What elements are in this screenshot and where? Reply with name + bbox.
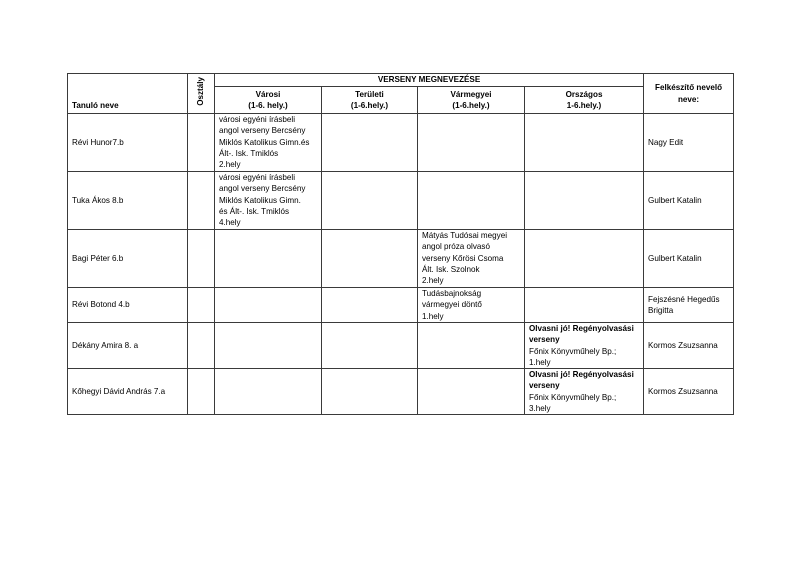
national-result-cell — [525, 114, 644, 172]
city-result-cell — [215, 114, 322, 172]
level-header-name: Városi — [255, 89, 281, 99]
level-header-national — [525, 87, 644, 114]
cell-text-line: Ált. Isk. Szolnok — [422, 264, 480, 274]
cell-text-line: Olvasni jó! Regényolvasási — [529, 324, 634, 333]
cell-text-line: 1.hely — [422, 311, 444, 321]
regional-result-cell — [322, 369, 418, 415]
regional-result-cell — [322, 288, 418, 323]
cell-text-line: vármegyei döntő — [422, 300, 482, 310]
class-cell — [188, 230, 215, 288]
cell-text-line: Miklós Katolikus Gimn. — [219, 195, 301, 205]
cell-text-line: Főnix Könyvműhely Bp.; — [529, 392, 617, 402]
cell-text-line: verseny Kőrösi Csoma — [422, 253, 504, 263]
cell-text-line: 1.hely — [529, 357, 551, 367]
county-result-cell — [418, 172, 525, 230]
national-result-cell — [525, 369, 644, 415]
national-result-cell — [525, 323, 644, 369]
teacher-name-cell: Nagy Edit — [644, 114, 734, 172]
county-result-cell — [418, 369, 525, 415]
table-row — [68, 114, 734, 172]
student-name-cell: Bagi Péter 6.b — [68, 230, 188, 288]
level-header-range: (1-6.hely.) — [350, 101, 389, 110]
cell-text-line: 2.hely — [422, 276, 444, 286]
city-result-cell — [215, 369, 322, 415]
cell-text-line: 2.hely — [219, 160, 241, 170]
table-row — [68, 369, 734, 415]
level-header-name: Területi — [355, 89, 384, 99]
regional-result-cell — [322, 230, 418, 288]
student-name-cell: Dékány Amira 8. a — [68, 323, 188, 369]
level-header-name: Országos — [565, 89, 603, 99]
regional-result-cell — [322, 114, 418, 172]
class-cell — [188, 114, 215, 172]
teacher-name-cell: Kormos Zsuzsanna — [644, 369, 734, 415]
level-header-range: (1-6.hely.) — [452, 101, 490, 110]
level-header-city — [215, 87, 322, 114]
cell-text-line: angol próza olvasó — [422, 242, 490, 252]
table-row — [68, 230, 734, 288]
cell-text-line: verseny — [529, 381, 560, 391]
table-row — [68, 323, 734, 369]
cell-text-line: Tudásbajnokság — [422, 289, 482, 298]
cell-text-line: angol verseny Bercsény — [219, 184, 306, 194]
table-row — [68, 288, 734, 323]
county-result-cell — [418, 288, 525, 323]
city-result-cell — [215, 172, 322, 230]
regional-result-cell — [322, 323, 418, 369]
student-name-cell: Révi Hunor7.b — [68, 114, 188, 172]
cell-text-line: angol verseny Bercsény — [219, 126, 306, 136]
cell-text-line: városi egyéni írásbeli — [219, 115, 296, 124]
cell-text-line: 3.hely — [529, 404, 551, 414]
city-result-cell — [215, 230, 322, 288]
class-cell — [188, 288, 215, 323]
cell-text-line: Mátyás Tudósai megyei — [422, 231, 508, 240]
class-cell — [188, 369, 215, 415]
regional-result-cell — [322, 172, 418, 230]
level-header-regional — [322, 87, 418, 114]
city-result-cell — [215, 288, 322, 323]
county-result-cell — [418, 230, 525, 288]
student-name-header: Tanuló neve — [68, 74, 188, 114]
class-header — [188, 74, 215, 114]
class-cell — [188, 172, 215, 230]
level-header-range: (1-6. hely.) — [248, 101, 288, 110]
level-header-county — [418, 87, 525, 114]
competition-results-table — [67, 73, 734, 415]
class-cell — [188, 323, 215, 369]
national-result-cell — [525, 288, 644, 323]
cell-text-line: városi egyéni írásbeli — [219, 173, 296, 182]
cell-text-line: Miklós Katolikus Gimn.és — [219, 137, 310, 147]
teacher-name-cell: Gulbert Katalin — [644, 172, 734, 230]
cell-text-line: Főnix Könyvműhely Bp.; — [529, 346, 617, 356]
national-result-cell — [525, 172, 644, 230]
county-result-cell — [418, 114, 525, 172]
teacher-name-cell: Kormos Zsuzsanna — [644, 323, 734, 369]
cell-text-line: verseny — [529, 335, 560, 345]
county-result-cell — [418, 323, 525, 369]
cell-text-line: 4.hely — [219, 218, 241, 228]
teacher-name-cell: Gulbert Katalin — [644, 230, 734, 288]
class-header-text: Osztály — [196, 77, 206, 107]
city-result-cell — [215, 323, 322, 369]
cell-text-line: Ált-. Isk. Tmiklós — [219, 148, 279, 158]
national-result-cell — [525, 230, 644, 288]
student-name-cell: Tuka Ákos 8.b — [68, 172, 188, 230]
teacher-name-cell: Fejszésné Hegedűs Brigitta — [644, 288, 734, 323]
cell-text-line: Olvasni jó! Regényolvasási — [529, 370, 634, 380]
level-header-name: Vármegyei — [450, 89, 492, 99]
table-row — [68, 172, 734, 230]
student-name-cell: Kőhegyi Dávid András 7.a — [68, 369, 188, 415]
teacher-header: Felkészítő nevelő neve: — [644, 74, 734, 114]
student-name-cell: Révi Botond 4.b — [68, 288, 188, 323]
competition-header: VERSENY MEGNEVEZÉSE — [215, 74, 644, 87]
cell-text-line: és Ált-. Isk. Tmiklós — [219, 206, 290, 216]
level-header-range: 1-6.hely.) — [566, 101, 602, 110]
